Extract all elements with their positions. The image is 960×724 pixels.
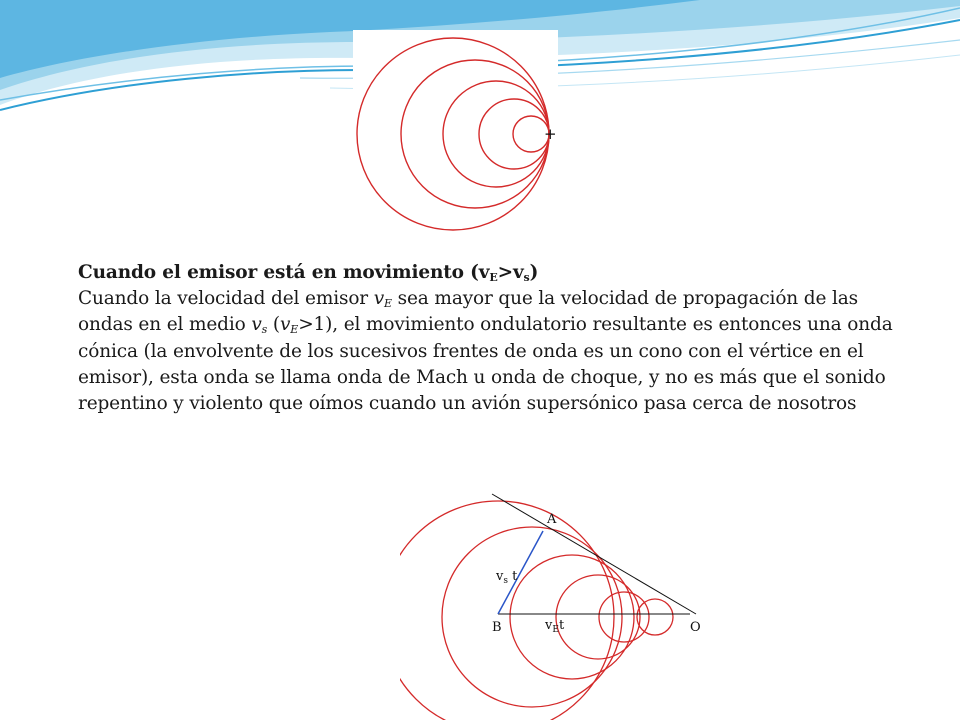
heading-close: ): [529, 262, 539, 283]
doppler-wavefront-figure: [353, 30, 558, 238]
body-paragraph: [78, 286, 918, 417]
section-heading: [78, 260, 918, 286]
symbol-v-e-letter: v: [373, 288, 385, 310]
label-ve-letter: v: [545, 618, 553, 633]
emitter-marker: +: [544, 125, 557, 143]
mach-wavefront-1: [400, 501, 614, 720]
mach-wavefront-5: [599, 592, 649, 642]
line-b-a: [498, 531, 543, 614]
label-ve-t-letter: t: [558, 618, 565, 633]
symbol-v-e2-letter: v: [279, 314, 291, 336]
symbol-v-s: [251, 314, 267, 335]
mach-cone-figure: [400, 484, 706, 720]
body-text-3: (: [267, 314, 280, 336]
body-text-4: >1), el movimiento ondulatorio resultante es entonces una onda cónica (la envolvente de los sucesivos frentes de onda es un cono con el vértice en el emisor), esta onda se llama onda de Mach u onda de choque, y no es más que el sonido repentino y violento que oímos cuando un avión supersónico pasa cerca de nosotros: [78, 314, 893, 415]
label-b: B: [492, 620, 502, 635]
wavefront-circle-3: [443, 81, 549, 187]
symbol-v-s-letter: v: [251, 314, 262, 336]
body-text-2: sea mayor que la velocidad de propagación de las ondas en el medio: [78, 288, 859, 336]
wavefront-circle-1: [357, 38, 549, 230]
label-vs-t-letter: t: [507, 569, 518, 584]
label-ve-t: [544, 618, 565, 635]
symbol-v-e-2: [280, 314, 298, 335]
mach-wavefront-4: [556, 575, 640, 659]
symbol-v-e2-sub: E: [290, 323, 299, 337]
explanation-text: [78, 260, 918, 417]
heading-subscript-e: E: [489, 271, 498, 284]
heading-text: Cuando el emisor está en movimiento (v: [78, 262, 490, 283]
label-vs-letter: v: [496, 569, 504, 584]
wavefront-circles-svg: [353, 30, 558, 238]
body-text-1: Cuando la velocidad del emisor: [78, 288, 374, 310]
label-o: O: [690, 620, 701, 635]
heading-text-gt: >v: [497, 262, 524, 283]
label-ve-sub: E: [552, 625, 559, 635]
wavefront-circle-4: [479, 99, 549, 169]
heading-subscript-s: s: [523, 271, 530, 284]
symbol-v-s-sub: s: [261, 323, 268, 337]
symbol-v-e-sub: E: [384, 297, 392, 311]
label-vs-sub: s: [503, 576, 508, 586]
mach-wavefront-3: [507, 555, 634, 679]
mach-wavefront-6: [637, 599, 673, 635]
mach-cone-svg: [400, 484, 706, 720]
symbol-v-e: [374, 288, 392, 309]
mach-cone-line: [492, 494, 696, 614]
label-vs-t: [495, 569, 518, 586]
wavefront-circle-2: [401, 60, 549, 208]
label-a: A: [547, 512, 557, 527]
